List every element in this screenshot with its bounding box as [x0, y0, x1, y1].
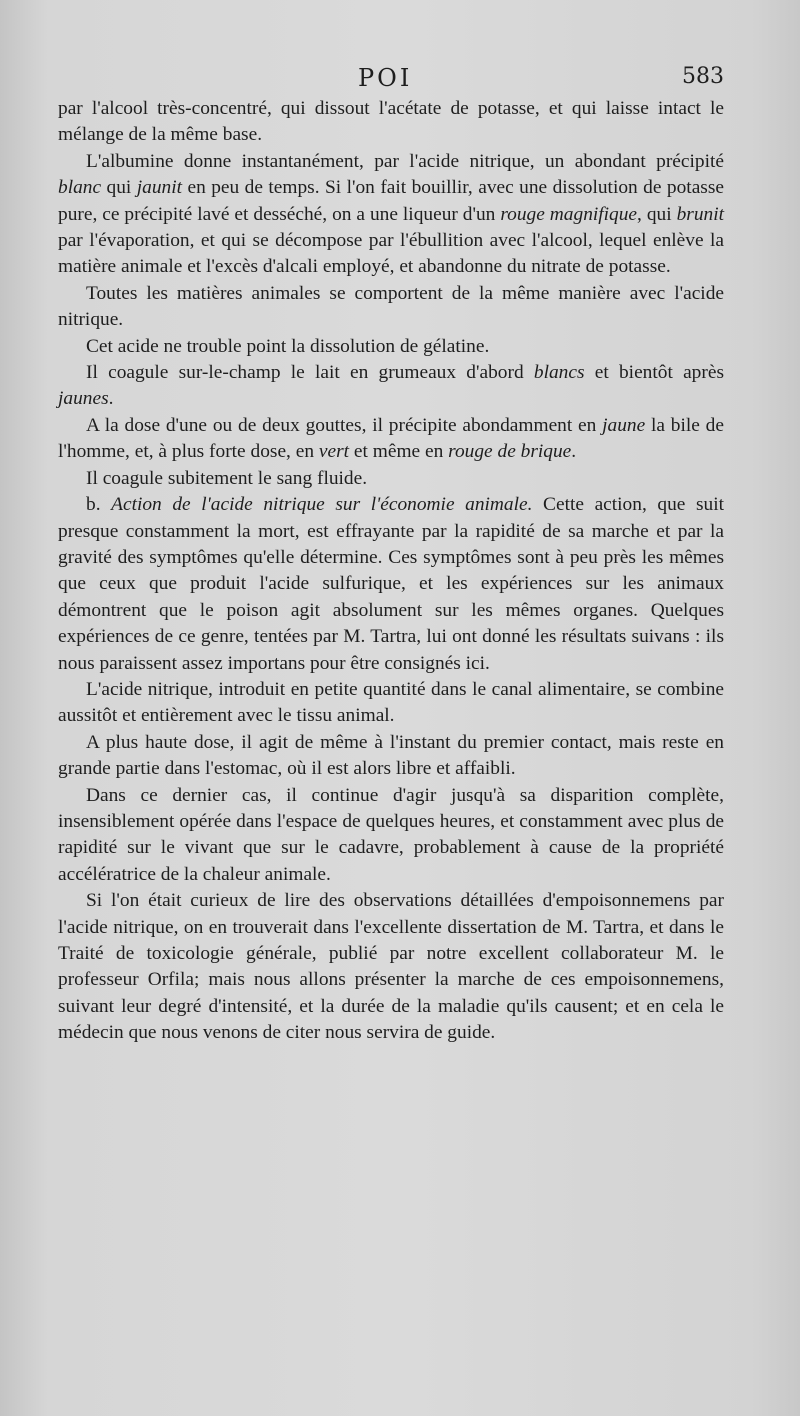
- italic-text: Action de l'acide nitrique sur l'économie animale.: [111, 494, 533, 516]
- italic-text: vert: [318, 441, 350, 463]
- text-run: , qui: [637, 203, 677, 225]
- paragraph: [58, 888, 724, 1046]
- text-run: A la dose d'une ou de deux gouttes, il précipite abondamment en: [86, 414, 603, 436]
- text-run: et même en: [349, 441, 449, 463]
- text-run: Dans ce dernier cas, il continue d'agir jusqu'à sa disparition complète, insensiblement opérée dans l'espace de quelques heures, et constamment avec plus de rapidité sur le vivant que sur le cadavre, probablement à cause de la propriété accélératrice de la chaleur animale.: [58, 784, 724, 885]
- paragraph: [58, 96, 724, 149]
- paragraph: [58, 677, 724, 730]
- text-run: L'albumine donne instantanément, par l'acide nitrique, un abondant précipité: [86, 150, 724, 172]
- paragraph: [58, 783, 724, 889]
- text-run: Cet acide ne trouble point la dissolution de gélatine.: [86, 335, 490, 357]
- text-run: .: [108, 388, 114, 410]
- italic-text: brunit: [676, 203, 724, 225]
- paragraph: [58, 730, 724, 783]
- body-text: [58, 96, 724, 1047]
- text-run: L'acide nitrique, introduit en petite quantité dans le canal alimentaire, se combine aussitôt et entièrement avec le tissu animal.: [58, 678, 724, 727]
- text-run: Il coagule subitement le sang fluide.: [86, 467, 368, 489]
- text-run: Il coagule sur-le-champ le lait en grumeaux d'abord: [86, 362, 534, 384]
- italic-text: jaunes: [58, 388, 109, 410]
- text-run: Toutes les matières animales se comportent de la même manière avec l'acide nitrique.: [58, 282, 724, 331]
- page-number: 583: [682, 64, 724, 89]
- paragraph: [58, 149, 724, 281]
- paragraph: [58, 360, 724, 413]
- paragraph: [58, 492, 724, 677]
- running-head: POI: [358, 64, 413, 92]
- italic-text: blanc: [58, 177, 102, 199]
- italic-text: blancs: [533, 362, 585, 384]
- paragraph: [58, 334, 724, 360]
- text-run: .: [571, 441, 577, 463]
- text-run: et bientôt après: [584, 362, 724, 384]
- italic-text: jaunit: [136, 177, 183, 199]
- paragraph: [58, 466, 724, 492]
- text-run: qui: [101, 177, 137, 199]
- text-run: A plus haute dose, il agit de même à l'instant du premier contact, mais reste en grande partie dans l'estomac, où il est alors libre et affaibli.: [58, 731, 724, 780]
- text-run: Cette action, que suit presque constamment la mort, est effrayante par la rapidité de sa marche et par la gravité des symptômes qu'elle détermine. Ces symptômes sont à peu près les mêmes que ceux que produit l'acide sulfurique, et les expériences sur les animaux démontrent que le poison agit absolument sur les mêmes organes. Quelques expériences de ce genre, tentées par M. Tartra, lui ont donné les résultats suivans : ils nous paraissent assez importans pour être consignés ici.: [58, 494, 724, 674]
- italic-text: jaune: [602, 414, 646, 436]
- paragraph: [58, 281, 724, 334]
- text-run: la bile de l'homme, et, à plus forte dose, en: [58, 414, 724, 463]
- italic-text: rouge magnifique: [500, 203, 638, 225]
- text-run: par l'alcool très-concentré, qui dissout l'acétate de potasse, et qui laisse intact le mélange de la même base.: [58, 98, 724, 146]
- page-header: [58, 64, 724, 94]
- text-run: par l'évaporation, et qui se décompose par l'ébullition avec l'alcool, lequel enlève la matière animale et l'excès d'alcali employé, et abandonne du nitrate de potasse.: [58, 230, 724, 278]
- paragraph: [58, 413, 724, 466]
- text-run: b.: [86, 494, 112, 516]
- text-run: Si l'on était curieux de lire des observations détaillées d'empoisonnemens par l'acide nitrique, on en trouverait dans l'excellente dissertation de M. Tartra, et dans le Traité de toxicologie générale, publié par notre excellent collaborateur M. le professeur Orfila; mais nous allons présenter la marche de ces empoisonnemens, suivant leur degré d'intensité, et la durée de la maladie qu'ils causent; et en cela le médecin que nous venons de citer nous servira de guide.: [58, 890, 724, 1044]
- text-run: en peu de temps. Si l'on fait bouillir, avec une dissolution de potasse pure, ce précipité lavé et desséché, on a une liqueur d'un: [58, 177, 724, 225]
- italic-text: rouge de brique: [448, 441, 572, 463]
